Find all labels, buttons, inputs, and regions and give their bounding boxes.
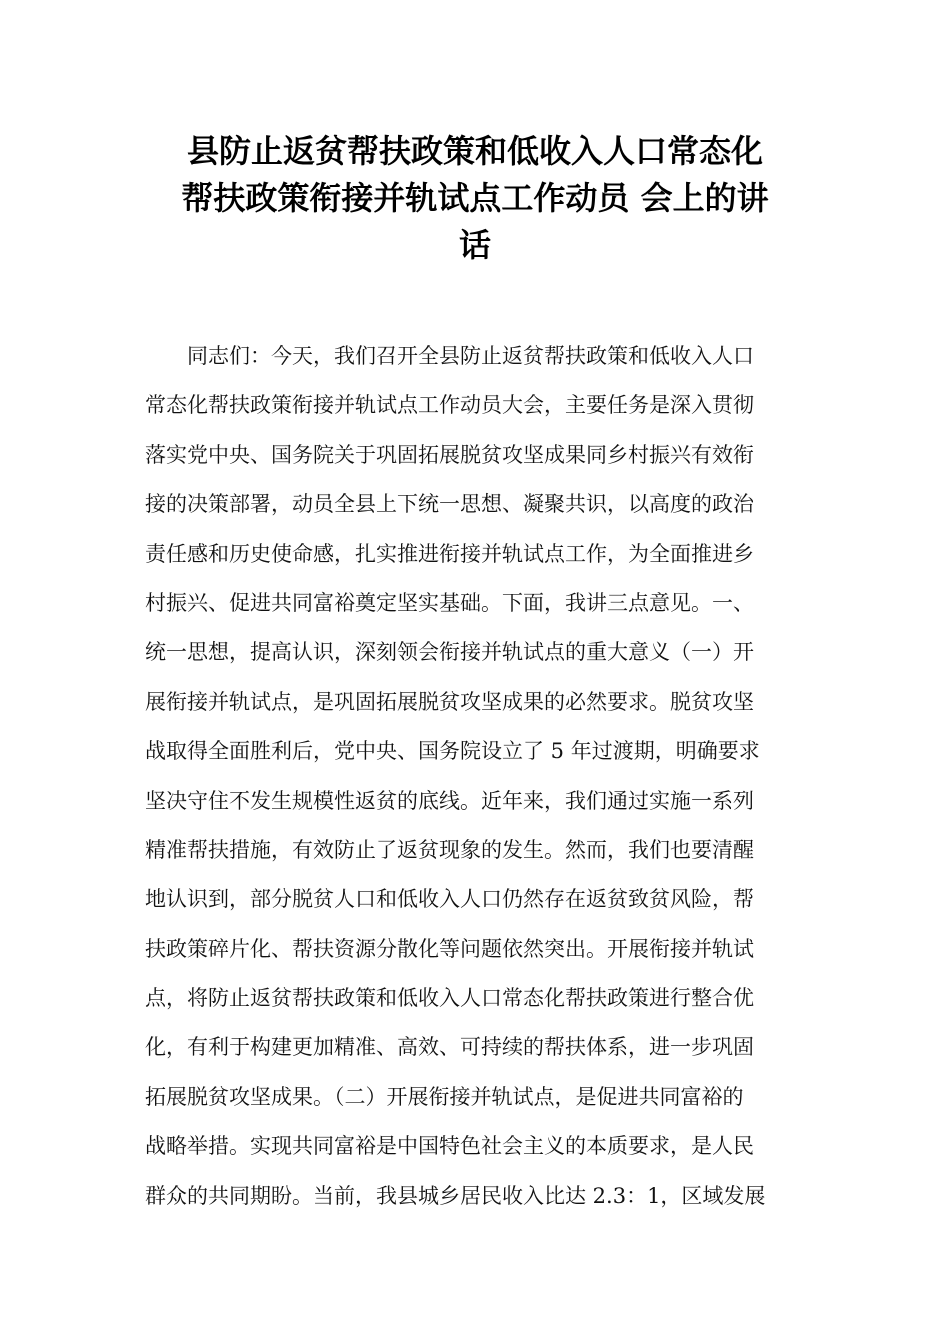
- document-title: [150, 128, 800, 269]
- body-line: 接的决策部署，动员全县上下统一思想、凝聚共识，以高度的政治: [145, 492, 754, 517]
- body-line: 群众的共同期盼。当前，我县城乡居民收入比达 2.3：1，区域发展: [145, 1183, 766, 1208]
- title-line-1: 县防止返贫帮扶政策和低收入人口常态化: [186, 132, 763, 170]
- body-line: 战取得全面胜利后，党中央、国务院设立了 5 年过渡期，明确要求: [145, 739, 760, 764]
- body-line: 化，有利于构建更加精准、高效、可持续的帮扶体系，进一步巩固: [145, 1035, 754, 1060]
- body-line: 展衔接并轨试点，是巩固拓展脱贫攻坚成果的必然要求。脱贫攻坚: [145, 689, 754, 714]
- body-line: 精准帮扶措施，有效防止了返贫现象的发生。然而，我们也要清醒: [145, 837, 754, 862]
- body-line: 拓展脱贫攻坚成果。（二）开展衔接并轨试点，是促进共同富裕的: [145, 1084, 744, 1109]
- body-line: 落实党中央、国务院关于巩固拓展脱贫攻坚成果同乡村振兴有效衔: [145, 442, 754, 467]
- title-line-2: 帮扶政策衔接并轨试点工作动员 会上的讲: [181, 179, 769, 217]
- body-line: 扶政策碎片化、帮扶资源分散化等问题依然突出。开展衔接并轨试: [145, 936, 754, 961]
- body-line: 坚决守住不发生规模性返贫的底线。近年来，我们通过实施一系列: [145, 788, 754, 813]
- body-line: 战略举措。实现共同富裕是中国特色社会主义的本质要求，是人民: [145, 1134, 754, 1159]
- body-line: 责任感和历史使命感，扎实推进衔接并轨试点工作，为全面推进乡: [145, 541, 754, 566]
- body-line: 统一思想，提高认识，深刻领会衔接并轨试点的重大意义（一）开: [145, 640, 754, 665]
- body-line: 地认识到，部分脱贫人口和低收入人口仍然存在返贫致贫风险，帮: [145, 887, 754, 912]
- body-line: 点，将防止返贫帮扶政策和低收入人口常态化帮扶政策进行整合优: [145, 986, 754, 1011]
- body-line: 同志们：今天，我们召开全县防止返贫帮扶政策和低收入人口: [145, 344, 754, 368]
- document-body: [145, 332, 810, 1221]
- body-line: 常态化帮扶政策衔接并轨试点工作动员大会，主要任务是深入贯彻: [145, 393, 754, 418]
- body-line: 村振兴、促进共同富裕奠定坚实基础。下面，我讲三点意见。一、: [145, 590, 754, 615]
- title-line-3: 话: [458, 226, 491, 264]
